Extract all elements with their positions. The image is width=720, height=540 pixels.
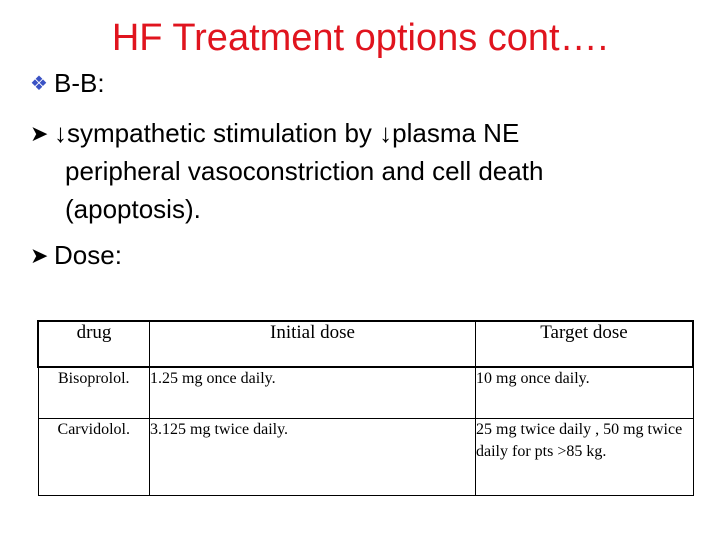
cell-drug: Carvidolol. [38, 419, 150, 496]
bullet-sympathetic-line-3: (apoptosis). [65, 194, 201, 224]
header-target-dose: Target dose [476, 321, 694, 367]
heading-bb-label: B-B: [54, 68, 105, 98]
header-initial-dose: Initial dose [150, 321, 476, 367]
cell-target-dose: 25 mg twice daily , 50 mg twice daily for pts >85 kg. [476, 419, 694, 496]
header-drug: drug [38, 321, 150, 367]
cell-initial-dose: 1.25 mg once daily. [150, 367, 476, 419]
slide-title: HF Treatment options cont…. [111, 17, 609, 59]
cell-initial-dose: 3.125 mg twice daily. [150, 419, 476, 496]
table-row [38, 367, 693, 419]
dose-table [37, 320, 694, 496]
cell-drug: Bisoprolol. [38, 367, 150, 419]
bullet-sympathetic-line-2: peripheral vasoconstriction and cell death [65, 156, 544, 186]
arrow-bullet-icon: ➤ [30, 243, 49, 268]
table-header-row [38, 321, 693, 367]
arrow-bullet-icon: ➤ [30, 121, 49, 146]
cell-target-dose: 10 mg once daily. [476, 367, 694, 419]
diamond-bullet-icon: ❖ [30, 73, 48, 95]
heading-bb [30, 66, 105, 101]
table-row [38, 419, 693, 496]
bullet-sympathetic-line-1: ↓sympathetic stimulation by ↓plasma NE [54, 118, 520, 148]
bullet-dose-label: Dose: [54, 240, 122, 270]
bullet-sympathetic [30, 116, 519, 151]
bullet-dose [30, 238, 122, 273]
